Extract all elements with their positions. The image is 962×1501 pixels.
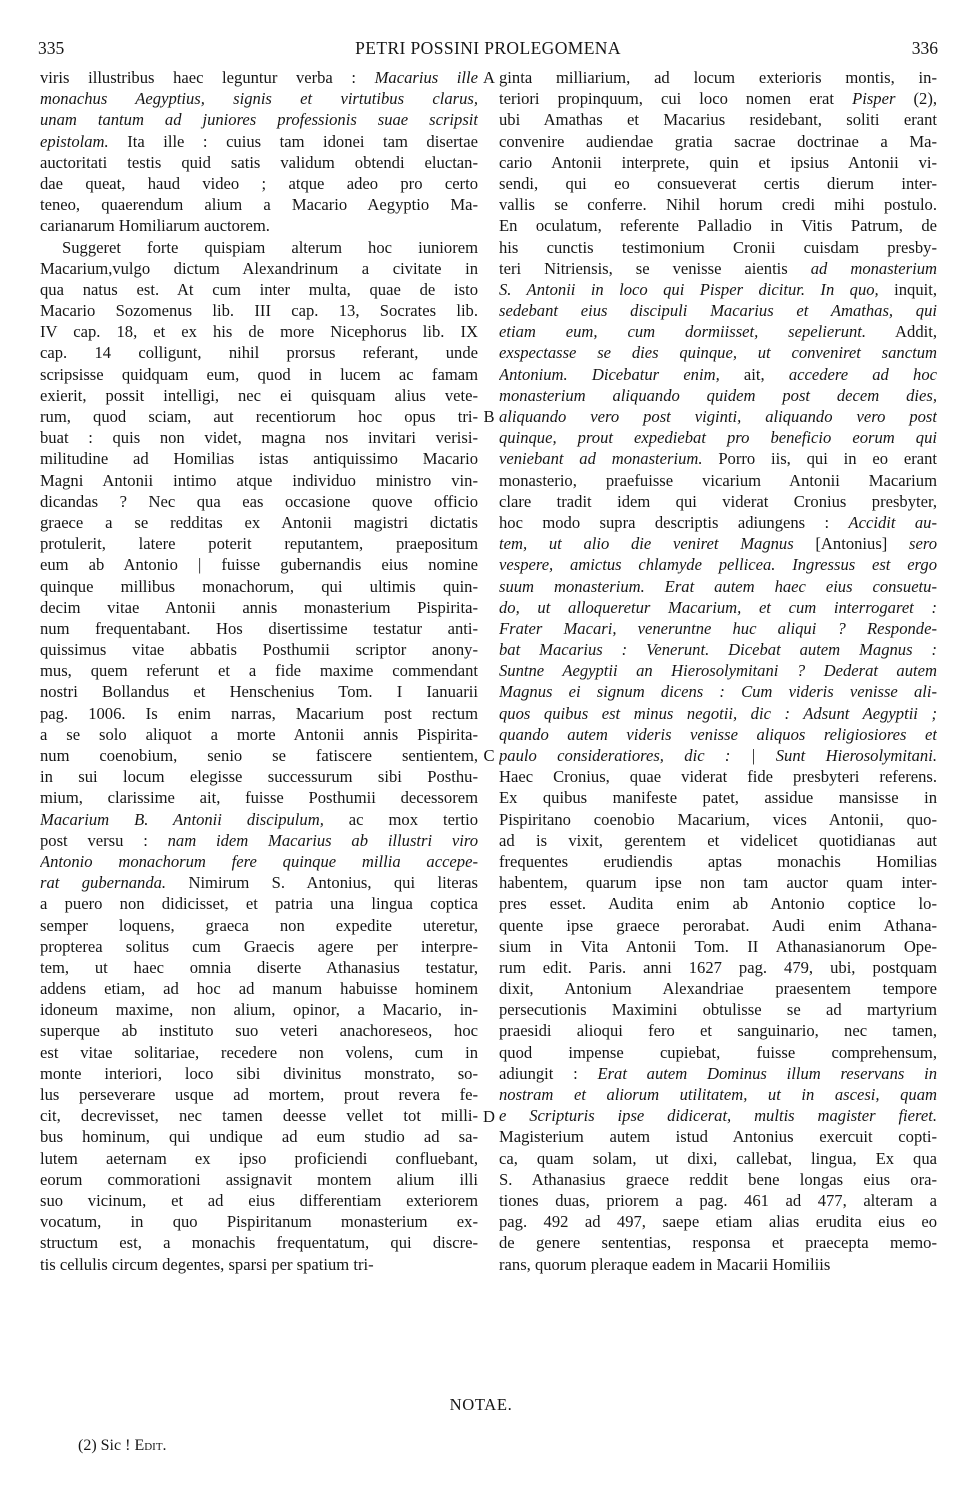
text-run: quissimus vitae abbatis Posthumii scriptor anony-: [40, 640, 478, 660]
text-run: graece a se redditas ex Antonii magistri dictatis: [40, 512, 478, 532]
text-line: [40, 872, 478, 893]
text-run: Macarius ille: [374, 68, 478, 87]
text-run: veniebant ad monasterium.: [499, 449, 703, 469]
text-run: in sui locum elegisse successurum sibi Posthu-: [40, 767, 478, 787]
text-line: [40, 385, 478, 406]
text-line: [40, 681, 478, 702]
text-line: [40, 703, 478, 724]
text-line: [40, 1232, 478, 1253]
text-run: teri Nitriensis, se venisse aientis: [499, 258, 811, 278]
page-number-left: 335: [38, 38, 65, 58]
text-run: quod impense cupiebat, fuisse comprehensum,: [499, 1042, 937, 1062]
text-run: monachus Aegyptius, signis et virtutibus clarus,: [40, 89, 478, 109]
footnote-editor-label: Edit.: [134, 1437, 167, 1454]
text-run: Haec Cronius, quae viderat fide presbyteri referens.: [499, 767, 937, 787]
text-run: ubi Amathas et Macarius residebant, soliti erant: [499, 110, 937, 130]
text-line: [40, 470, 478, 491]
text-line: [40, 1126, 478, 1147]
text-run: Magni Antonii intimo atque individuo ministro vin-: [40, 470, 478, 490]
text-line: [499, 258, 937, 279]
text-line: [40, 978, 478, 999]
text-line: [40, 999, 478, 1020]
text-run: adiungit :: [499, 1063, 598, 1083]
text-run: quente ipse graece perorabat. Audi enim Athana-: [499, 915, 937, 935]
text-run: frequentes erudiendis aptas monachis Homilias: [499, 851, 937, 871]
text-run: pres esset. Audita enim ab Antonio coptice lo-: [499, 894, 937, 914]
text-line: [499, 448, 937, 469]
text-run: semper loquens, graeca non expedite uteretur,: [40, 915, 478, 935]
text-line: [499, 978, 937, 999]
text-line: [40, 131, 478, 152]
text-run: do, ut alloqueretur Macarium, et cum interrogaret :: [499, 597, 937, 617]
text-line: [40, 893, 478, 914]
text-line: [499, 787, 937, 808]
text-run: accedere ad hoc: [788, 364, 937, 384]
text-line: [40, 109, 478, 130]
running-header: [38, 38, 938, 62]
text-run: lus perseverare usque ad mortem, prout revera fe-: [40, 1085, 478, 1104]
text-run: unam tantum ad juniores professionis suae scripsit: [40, 110, 478, 130]
right-column: [499, 67, 937, 1275]
text-line: [499, 1042, 937, 1063]
text-line: [40, 915, 478, 936]
text-run: rum edit. Paris. anni 1627 pag. 479, ubi, postquam: [499, 957, 937, 977]
text-run: paulo consideratiores, dic : | Sunt Hierosolymitani.: [499, 746, 937, 765]
text-run: sium in Vita Antonii Tom. II Athanasianorum Ope-: [499, 936, 937, 956]
text-run: decim vitae Antonii annis monasterium Pispirita-: [40, 597, 478, 617]
text-run: superque ab instituto suo veteri anachoreseos, hoc: [40, 1021, 478, 1041]
text-line: [499, 67, 937, 88]
text-run: nostri Bollandus et Henschenius Tom. I Ianuarii: [40, 682, 478, 702]
text-line: [40, 766, 478, 787]
text-line: [499, 851, 937, 872]
text-line: [40, 618, 478, 639]
text-line: [499, 1105, 937, 1126]
text-run: auctoritati testis quid satis validum obtendi eluctan-: [40, 152, 478, 172]
text-run: exierit, possit intelligi, nec ei quisquam alius vete-: [40, 385, 478, 405]
text-run: Suntne Aegyptii an Hierosolymitani ? Dederat autem: [499, 661, 937, 681]
text-line: [40, 448, 478, 469]
text-run: Macario Sozomenus lib. III cap. 13, Socrates lib.: [40, 301, 478, 321]
text-run: mium, clarissime ait, fuisse Posthumii decessorem: [40, 788, 478, 808]
text-line: [40, 491, 478, 512]
text-line: [499, 576, 937, 597]
text-run: Nimirum S. Antonius, qui literas: [166, 873, 478, 893]
text-line: [40, 533, 478, 554]
text-run: bat Macarius : Venerunt. Dicebat autem Magnus :: [499, 640, 937, 660]
text-line: [499, 618, 937, 639]
text-run: pag. 492 ad 497, saepe etiam alias erudita eius eo: [499, 1212, 937, 1232]
margin-marker-a: A: [483, 68, 495, 87]
text-line: [40, 67, 478, 88]
text-run: ac mox tertio: [323, 809, 478, 829]
text-line: [499, 470, 937, 491]
text-line: [499, 1126, 937, 1147]
text-line: [40, 258, 478, 279]
text-run: carianarum Homiliarum auctorem.: [40, 216, 270, 236]
text-run: lutem aeternam ex ipso proficiendi confluebant,: [40, 1148, 478, 1168]
notes-heading: NOTAE.: [449, 1395, 513, 1414]
text-run: ca, quam solam, ut dixi, callebat, lingua, Ex qua: [499, 1148, 937, 1168]
text-run: ad monasterium: [810, 258, 937, 278]
margin-marker-d: D: [483, 1107, 495, 1126]
text-run: viris illustribus haec leguntur verba :: [40, 68, 375, 87]
margin-marker-b: B: [483, 407, 495, 426]
text-line: [499, 703, 937, 724]
text-line: [40, 1254, 478, 1275]
text-run: mus, quem referunt et a fide maxime commendant: [40, 661, 478, 681]
text-run: cario Antonii interprete, quin et ipsius Antonii vi-: [499, 152, 937, 172]
text-line: [499, 639, 937, 660]
text-line: [499, 364, 937, 385]
text-run: dicandas ? Nec qua eas occasione quove officio: [40, 491, 478, 511]
text-line: [40, 1020, 478, 1041]
text-line: [40, 237, 478, 258]
text-run: Accidit au-: [848, 512, 937, 532]
text-run: etiam eum, cum dormiisset, sepelierunt.: [499, 322, 867, 342]
text-run: quinque millibus monachorum, qui ultimis quin-: [40, 576, 478, 596]
text-line: [40, 364, 478, 385]
text-run: Antonio monachorum fere quinque millia accepe-: [40, 851, 478, 871]
text-run: suum monasterium. Erat autem haec eius consuetu-: [499, 576, 937, 596]
text-run: S. Athanasius graece reddit bene longas eius ora-: [499, 1169, 937, 1189]
text-run: num coenobium, senio se fatiscere sentientem,: [40, 746, 478, 765]
text-run: nostram et aliorum utilitatem, ut in ascesi, quam: [499, 1085, 937, 1104]
text-run: a puero non didicisset, et patria una lingua coptica: [40, 894, 478, 914]
text-run: Suggeret forte quispiam alterum hoc iuniorem: [62, 237, 478, 257]
text-line: [40, 851, 478, 872]
text-run: a se solo aliquot a morte Antonii annis Pispirita-: [40, 724, 478, 744]
text-run: monasterium aliquando quidem post decem dies,: [499, 385, 937, 405]
text-run: Macarium B. Antonii discipulum,: [40, 809, 324, 829]
text-line: [40, 321, 478, 342]
text-run: praesidi alioqui fero et sanguinario, nec tamen,: [499, 1021, 937, 1041]
text-run: Erat autem Dominus illum reservans in: [597, 1063, 937, 1083]
text-line: [40, 1105, 478, 1126]
text-line: [499, 1148, 937, 1169]
text-line: [499, 915, 937, 936]
text-run: est vitae solitariae, recedere non volens, cum in: [40, 1042, 478, 1062]
text-line: [499, 342, 937, 363]
text-run: rum, quod sciam, aut recentiorum hoc opus tri-: [40, 407, 478, 426]
text-line: [40, 512, 478, 533]
text-run: sendi, qui eo consueverat certis dierum inter-: [499, 173, 937, 193]
text-run: tis cellulis circum degentes, sparsi per spatium tri-: [40, 1254, 374, 1274]
text-run: tem, ut alio die veniret Magnus: [499, 534, 794, 554]
text-line: [40, 809, 478, 830]
text-line: [499, 427, 937, 448]
text-run: En oculatum, referente Palladio in Vitis Patrum, de: [499, 216, 937, 236]
text-run: Addit,: [866, 322, 937, 342]
text-run: addens etiam, ad hoc ad manum habuisse hominem: [40, 979, 478, 999]
text-run: persecutionis Maximini obtulisse se ad martyrium: [499, 1000, 937, 1020]
text-run: protulerit, latere poterit reputantem, praepositum: [40, 534, 478, 554]
text-run: Ex quibus manifeste patet, assidue mansisse in: [499, 788, 937, 808]
text-run: cap. 14 colligunt, nihil prorsus referant, unde: [40, 343, 478, 363]
text-line: [40, 152, 478, 173]
text-run: rans, quorum pleraque eadem in Macarii Homiliis: [499, 1254, 831, 1274]
text-line: [499, 745, 937, 766]
text-run: inquit,: [878, 279, 937, 299]
text-line: [40, 597, 478, 618]
text-run: Frater Macari, veneruntne huc aliqui ? Responde-: [499, 618, 937, 638]
text-line: [499, 1063, 937, 1084]
text-line: [499, 1169, 937, 1190]
text-run: propterea solitus cum Graecis agere per interpre-: [40, 936, 478, 956]
left-column: [40, 67, 478, 1275]
text-line: [499, 554, 937, 575]
text-run: Pispiritano coenobio Macarium, vices Antonii, quo-: [499, 809, 937, 829]
text-run: monasterio, praefuisse vicarium Antonii Macarium: [499, 470, 937, 490]
text-line: [499, 936, 937, 957]
text-line: [40, 660, 478, 681]
text-line: [499, 88, 937, 109]
text-run: Macarium,vulgo dictum Alexandrinum a civitate in: [40, 258, 478, 278]
text-line: [40, 745, 478, 766]
text-run: e Scripturis ipse didicerat, multis magister fieret.: [499, 1106, 937, 1126]
text-line: [499, 109, 937, 130]
text-run: sero: [909, 534, 937, 554]
text-run: vespere, amictus chlamyde pellicea. Ingressus est ergo: [499, 555, 937, 575]
text-line: [499, 872, 937, 893]
page-number-right: 336: [911, 38, 938, 58]
text-run: post versu :: [40, 830, 168, 850]
text-run: ait,: [719, 364, 789, 384]
text-run: nam idem Macarius ab illustri viro: [167, 830, 478, 850]
text-line: [40, 194, 478, 215]
text-run: Porro iis, qui in eo erant: [702, 449, 937, 469]
text-run: [Antonius]: [793, 534, 910, 554]
text-run: vallis se conferre. Nihil horum credi mihi postulo.: [499, 195, 937, 215]
text-line: [40, 936, 478, 957]
text-run: S. Antonii in loco qui Pisper dicitur. In quo,: [499, 279, 879, 299]
text-run: sedebant eius discipuli Macarius et Amathas, qui: [499, 301, 937, 321]
text-line: [499, 300, 937, 321]
text-line: [499, 321, 937, 342]
text-line: [499, 385, 937, 406]
text-line: [40, 576, 478, 597]
text-line: [499, 724, 937, 745]
text-line: [40, 724, 478, 745]
text-run: convenire audiendae gratia sacrae doctrinae a Ma-: [499, 131, 937, 151]
text-run: quos quibus est minus negotii, dic : Adsunt Aegyptii ;: [499, 703, 937, 723]
text-line: [40, 639, 478, 660]
text-line: [40, 1190, 478, 1211]
text-line: [40, 88, 478, 109]
text-line: [499, 194, 937, 215]
text-run: hoc modo supra descriptis adiungens :: [499, 512, 849, 532]
text-line: [40, 406, 478, 427]
text-run: rat gubernanda.: [40, 873, 167, 893]
text-run: Magnus ei signum dicens : Cum videris venisse ali-: [499, 682, 937, 702]
text-run: structum est, a monachis frequentatum, qui discre-: [40, 1233, 478, 1253]
text-line: [499, 215, 937, 236]
text-line: [40, 957, 478, 978]
text-run: eorum commorationi assignavit montem alium illi: [40, 1169, 478, 1189]
text-line: [40, 279, 478, 300]
text-run: Magisterium autem istud Antonius exercuit copti-: [499, 1127, 937, 1147]
text-run: monte interiori, loco sibi divinitus monstrato, so-: [40, 1063, 478, 1083]
text-run: tem, ut haec omnia diserte Athanasius testatur,: [40, 957, 478, 977]
text-line: [40, 342, 478, 363]
text-run: (2),: [895, 89, 937, 109]
text-line: [499, 893, 937, 914]
text-run: cit, decrevisset, nec tamen deesse vellet tot milli-: [40, 1106, 478, 1126]
text-line: [40, 787, 478, 808]
text-line: [499, 1254, 937, 1275]
text-run: dae queat, haud video ; atque adeo pro certo: [40, 173, 478, 193]
text-run: scripsisse quidquam eum, quod in lucem ac famam: [40, 364, 478, 384]
text-line: [499, 152, 937, 173]
text-line: [499, 1020, 937, 1041]
text-line: [499, 1084, 937, 1105]
text-run: habentem, quarum ipse non tam auctor quam inter-: [499, 873, 937, 893]
text-run: dixit, Antonium Alexandriae praesentem tempore: [499, 979, 937, 999]
text-line: [40, 554, 478, 575]
text-run: aliquando vero post viginti, aliquando vero post: [499, 407, 937, 426]
footnote-text: (2) Sic !: [78, 1437, 135, 1454]
text-run: de genere sententias, responsa et praecepta memo-: [499, 1233, 937, 1253]
text-line: [499, 681, 937, 702]
text-run: ginta milliarium, ad locum exterioris montis, in-: [499, 68, 937, 87]
text-run: Ita ille : cuius tam idonei tam disertae: [108, 131, 478, 151]
text-run: num frequentabant. Hos disertissime testatur anti-: [40, 618, 478, 638]
text-line: [40, 173, 478, 194]
text-run: clare tradit idem qui viderat Cronius presbyter,: [499, 491, 937, 511]
text-line: [499, 999, 937, 1020]
text-run: bus hominum, qui undique ad eum studio ad sa-: [40, 1127, 478, 1147]
text-run: IV cap. 18, et ex his de more Nicephorus lib. IX: [40, 322, 478, 342]
text-line: [499, 660, 937, 681]
text-line: [499, 957, 937, 978]
text-line: [499, 279, 937, 300]
text-line: [40, 427, 478, 448]
text-run: teneo, quaerendum alium a Macario Aegyptio Ma-: [40, 195, 478, 215]
text-line: [40, 300, 478, 321]
text-run: qua natus est. At cum inter multa, quae de isto: [40, 279, 478, 299]
text-line: [499, 809, 937, 830]
text-line: [499, 131, 937, 152]
text-line: [40, 1169, 478, 1190]
text-run: quinque, prout expediebat pro beneficio eorum qui: [499, 428, 937, 448]
text-line: [40, 830, 478, 851]
text-run: militudine ad Homilias istas antiquissimo Macario: [40, 449, 478, 469]
text-run: exspectasse se dies quinque, ut conveniret sanctum: [499, 343, 937, 363]
text-run: idoneum maxime, non alium, opinor, a Macario, in-: [40, 1000, 478, 1020]
text-line: [499, 406, 937, 427]
text-run: pag. 1006. Is enim narras, Macarium post rectum: [40, 703, 478, 723]
text-run: Pisper: [852, 89, 896, 109]
text-run: eum ab Antonio | fuisse gubernandis eius nomine: [40, 555, 478, 575]
running-title: PETRI POSSINI PROLEGOMENA: [355, 38, 621, 58]
text-run: epistolam.: [40, 131, 109, 151]
text-run: quando autem videris venisse aliquos religiosiores et: [499, 724, 937, 744]
text-line: [40, 1063, 478, 1084]
text-line: [499, 1232, 937, 1253]
text-run: ad is vixit, gerentem et videlicet quotidianas aut: [499, 830, 937, 850]
text-run: tiones duas, priorem a pag. 461 ad 477, alteram a: [499, 1190, 937, 1210]
text-run: teriori propinquum, cui loco nomen erat: [499, 89, 853, 109]
text-run: his cunctis testimonium Cronii cuisdam presby-: [499, 237, 937, 257]
text-line: [40, 1042, 478, 1063]
footnote: [78, 1437, 167, 1455]
text-line: [499, 533, 937, 554]
text-line: [499, 512, 937, 533]
text-line: [499, 766, 937, 787]
margin-marker-c: C: [483, 746, 495, 765]
text-run: buat : quis non videt, magna nos invitari verisi-: [40, 428, 478, 448]
text-run: Antonium. Dicebatur enim,: [499, 364, 720, 384]
text-line: [499, 597, 937, 618]
text-line: [40, 1084, 478, 1105]
text-line: [499, 830, 937, 851]
text-line: [40, 215, 478, 236]
text-line: [499, 1190, 937, 1211]
text-line: [499, 237, 937, 258]
text-line: [499, 1211, 937, 1232]
text-line: [40, 1211, 478, 1232]
text-run: suo vicinum, et ad eius differentiam exteriorem: [40, 1190, 478, 1210]
text-run: vocatum, in quo Pispiritanum monasterium ex-: [40, 1212, 478, 1232]
text-line: [40, 1148, 478, 1169]
text-line: [499, 491, 937, 512]
text-line: [499, 173, 937, 194]
